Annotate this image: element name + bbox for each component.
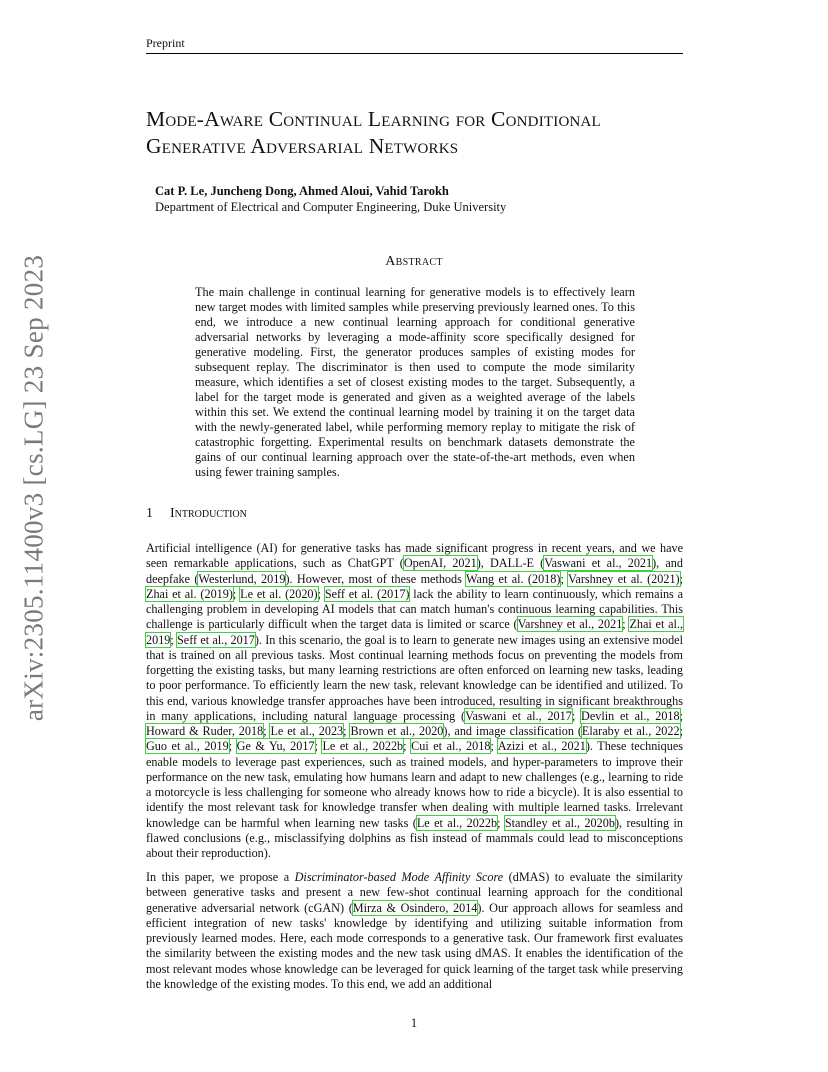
citation-link[interactable]: Seff et al., 2017	[177, 632, 255, 647]
text-run: ;	[314, 739, 323, 754]
text-run: ), DALL-E (	[476, 556, 545, 571]
citation-link[interactable]: Howard & Ruder, 2018	[146, 724, 264, 738]
text-run: ;	[232, 586, 241, 601]
text-run: ), and deepfake (	[146, 556, 683, 586]
citation-link[interactable]: Le et al. (2020)	[240, 586, 318, 601]
citation-link[interactable]: Varshney et al., 2021	[517, 617, 623, 632]
abstract-heading: Abstract	[385, 254, 443, 269]
citation-link[interactable]: Zhai et al., 2019	[146, 617, 683, 647]
text-run: lack the ability to learn continuously, which remains a challenging problem in developing AI models that can match human's continuous learning capabilities. This challenge is particularly difficult when the target data is limited or scarce (	[146, 586, 684, 632]
text-run: ), and image classification (	[443, 724, 582, 738]
citation-link[interactable]: Le et al., 2023	[270, 724, 344, 738]
paper-title: Mode-Aware Continual Learning for Conditional Generative Adversarial Networks	[146, 107, 601, 158]
citation-link[interactable]: Zhai et al. (2019)	[146, 586, 233, 601]
emphasis-term: Discriminator-based Mode Affinity Score	[294, 870, 504, 884]
text-run: ;	[679, 571, 683, 586]
citation-link[interactable]: Wang et al. (2018)	[466, 571, 561, 586]
citation-link[interactable]: Varshney et al. (2021)	[567, 571, 680, 586]
text-run: ). However, most of these methods	[285, 571, 467, 586]
citation-link[interactable]: Devlin et al., 2018	[581, 708, 680, 723]
citation-link[interactable]: Vaswani et al., 2017	[465, 708, 572, 723]
text-run: In this paper, we propose a	[146, 870, 295, 884]
citation-link[interactable]: Ge & Yu, 2017	[236, 739, 315, 754]
text-run: ). Our approach allows for seamless and efficient integration of new tasks' knowledge by identifying and utilizing suitable information from previously learned modes. Here, each mode corresponds to a generative task. Our framework first evaluates the similarity between the existing modes and the new task using dMAS. It enables the identification of the most relevant modes whose knowledge can be leveraged for quick learning of the target task while preserving the knowledge of the existing modes. To this end, we add an additional	[146, 900, 684, 991]
abstract-text: The main challenge in continual learning for generative models is to effectively learn new target modes with limited samples while preserving previously learned ones. To this end, we introduce a new continual learning approach for conditional generative adversarial networks by leveraging a mode-affinity score specifically designed for generative modeling. First, the generator produces samples of existing modes for subsequent replay. The discriminator is then used to compute the mode similarity measure, which identifies a set of closest existing modes to the target. Subsequently, a label for the target mode is generated and given as a weighted average of the labels within this set. We extend the continual learning model by training it on the target data with the newly-generated label, while performing memory replay to mitigate the risk of catastrophic forgetting. Experimental results on benchmark datasets demonstrate the gains of our continual learning approach over the state-of-the-art methods, even when using fewer training samples.	[195, 285, 635, 479]
citation-link[interactable]: Standley et al., 2020b	[504, 815, 615, 830]
text-run: ;	[490, 739, 498, 754]
text-run: (dMAS) to evaluate the similarity between generative tasks and present a new few-shot continual learning approach for the conditional generative adversarial network (cGAN) (	[146, 870, 683, 915]
text-run: ;	[560, 571, 568, 586]
citation-link[interactable]: Guo et al., 2019	[146, 739, 229, 754]
citation-link[interactable]: OpenAI, 2021	[403, 556, 477, 571]
running-head: Preprint	[146, 36, 185, 50]
text-run: ;	[317, 586, 325, 601]
text-run: ). In this scenario, the goal is to learn to generate new images using an extensive model that is trained on all previous tasks. Most continual learning methods focus on preventing the models from forgetting the existing tasks, but many learning restrictions are often enforced on learning new tasks, leading to poor performance. To efficiently learn the new task, relevant knowledge can be identified and utilized. To this end, various knowledge transfer approaches have been introduced, resulting in significant breakthroughs in many applications, including natural language processing (	[146, 632, 683, 723]
citation-link[interactable]: Le et al., 2022b	[416, 815, 498, 830]
section-number: 1	[146, 506, 153, 521]
text-run: ;	[403, 739, 412, 754]
text-run: ;	[679, 708, 684, 723]
text-run: ;	[228, 739, 237, 754]
page-number: 1	[410, 1016, 418, 1030]
section-title: Introduction	[170, 506, 247, 521]
citation-link[interactable]: Azizi et al., 2021	[497, 739, 586, 754]
text-run: ). These techniques enable models to leverage past experiences, such as trained models, and hyper-parameters to improve their performance on the new task, emulating how humans learn and adapt to new challenges (e.g., learning to ride a motorcycle is less challenging for someone who already knows how to ride a bicycle). It is also essential to identify the most relevant task for knowledge transfer when dealing with multiple learned tasks. Irrelevant knowledge can be harmful when learning new tasks (	[146, 739, 684, 830]
citation-link[interactable]: Westerlund, 2019	[198, 571, 286, 586]
citation-link[interactable]: Vaswani et al., 2021	[544, 556, 653, 571]
text-run: ;	[497, 815, 505, 830]
text-run: ), resulting in flawed conclusions (e.g., misclassifying dolphins as fish instead of mammals could lead to misconceptions about their reproduction).	[146, 815, 683, 860]
text-run: ;	[263, 724, 271, 738]
citation-link[interactable]: Brown et al., 2020	[350, 724, 444, 738]
intro-paragraph-1	[146, 541, 683, 861]
text-run: ;	[170, 632, 177, 647]
text-run: ;	[343, 724, 351, 738]
citation-link[interactable]: Seff et al. (2017)	[324, 586, 410, 601]
author-list: Cat P. Le, Juncheng Dong, Ahmed Aloui, Vahid Tarokh	[155, 184, 449, 198]
text-run: ;	[571, 708, 582, 723]
citation-link[interactable]: Mirza & Osindero, 2014	[352, 900, 478, 915]
arxiv-stamp-text: arXiv:2305.11400v3 [cs.LG] 23 Sep 2023	[18, 254, 49, 722]
text-run: ;	[679, 724, 683, 738]
intro-paragraph-2	[146, 870, 683, 992]
text-run: ;	[622, 617, 630, 632]
citation-link[interactable]: Le et al., 2022b	[322, 739, 404, 754]
citation-link[interactable]: Cui et al., 2018	[411, 739, 491, 754]
section-heading	[146, 506, 247, 522]
text-run: Artificial intelligence (AI) for generative tasks has made significant progress in recent years, and we have seen remarkable applications, such as ChatGPT (	[146, 541, 683, 571]
citation-link[interactable]: Elaraby et al., 2022	[581, 724, 680, 738]
affiliation: Department of Electrical and Computer Engineering, Duke University	[155, 200, 507, 214]
header-rule	[146, 53, 683, 54]
